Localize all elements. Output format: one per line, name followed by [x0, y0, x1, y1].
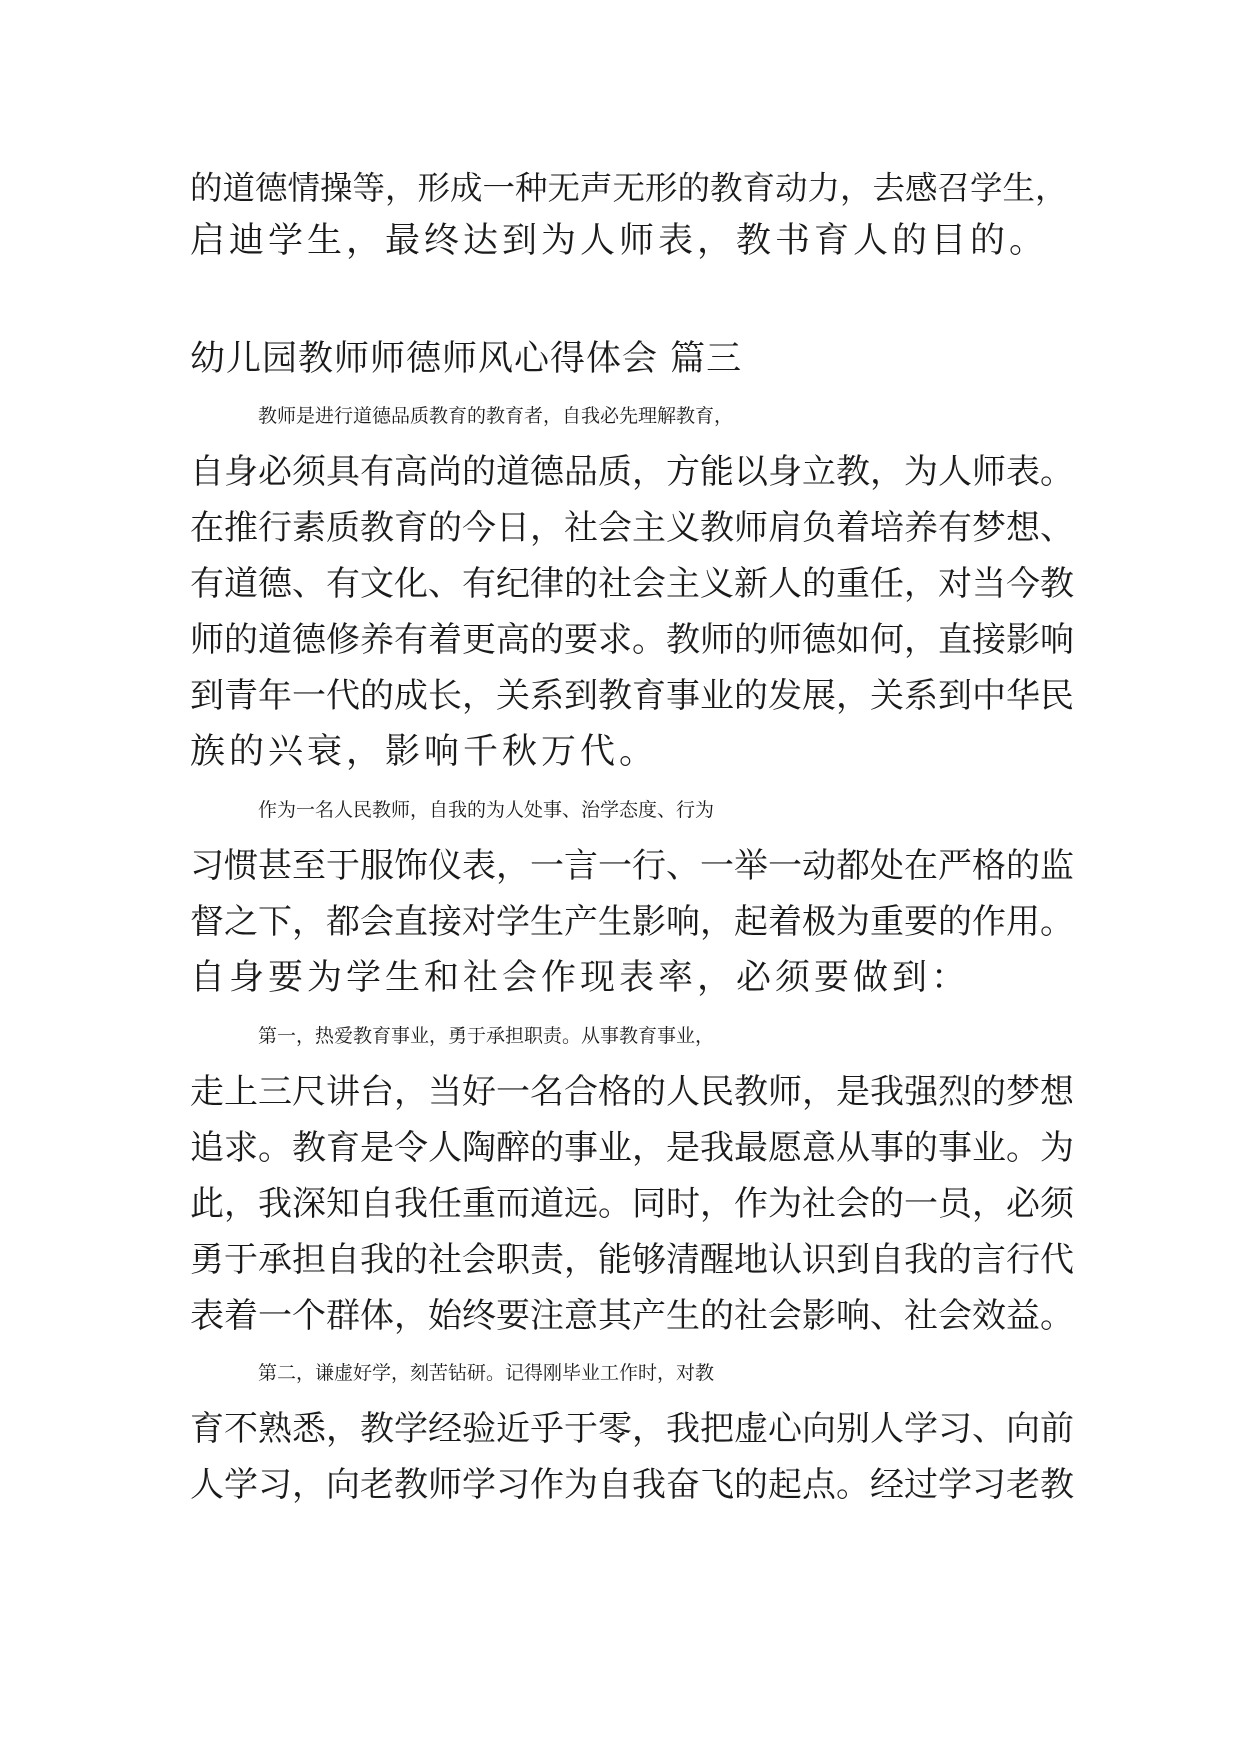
paragraph-line: 第一，热爱教育事业，勇于承担职责。从事教育事业，: [258, 1025, 715, 1047]
paragraph-line: 习惯甚至于服饰仪表，一言一行、一举一动都处在严格的监: [190, 846, 1074, 886]
paragraph-line: 此，我深知自我任重而道远。同时，作为社会的一员，必须: [190, 1184, 1074, 1224]
paragraph-line: 自身要为学生和社会作现表率，必须要做到：: [190, 958, 971, 998]
paragraph-line: 人学习，向老教师学习作为自我奋飞的起点。经过学习老教: [190, 1465, 1074, 1505]
paragraph-line: 到青年一代的成长，关系到教育事业的发展，关系到中华民: [190, 676, 1074, 716]
paragraph-line: 育不熟悉，教学经验近乎于零，我把虚心向别人学习、向前: [190, 1409, 1074, 1449]
paragraph-line: 走上三尺讲台，当好一名合格的人民教师，是我强烈的梦想: [190, 1072, 1074, 1112]
paragraph-line: 族的兴衰，影响千秋万代。: [190, 732, 659, 772]
paragraph-line: 第二，谦虚好学，刻苦钻研。记得刚毕业工作时，对教: [258, 1362, 715, 1384]
paragraph-line: 勇于承担自我的社会职责，能够清醒地认识到自我的言行代: [190, 1240, 1074, 1280]
paragraph-line: 师的道德修养有着更高的要求。教师的师德如何，直接影响: [190, 620, 1074, 660]
section-heading: 幼儿园教师师德师风心得体会 篇三: [190, 339, 743, 379]
paragraph-line: 追求。教育是令人陶醉的事业，是我最愿意从事的事业。为: [190, 1128, 1074, 1168]
intro-line: 启迪学生，最终达到为人师表，教书育人的目的。: [190, 221, 1049, 261]
paragraph-line: 作为一名人民教师，自我的为人处事、治学态度、行为: [258, 799, 715, 821]
paragraph-line: 督之下，都会直接对学生产生影响，起着极为重要的作用。: [190, 902, 1074, 942]
paragraph-line: 在推行素质教育的今日，社会主义教师肩负着培养有梦想、: [190, 508, 1074, 548]
intro-line: 的道德情操等，形成一种无声无形的教育动力，去感召学生，: [190, 169, 1068, 207]
paragraph-line: 有道德、有文化、有纪律的社会主义新人的重任，对当今教: [190, 564, 1074, 604]
paragraph-line: 自身必须具有高尚的道德品质，方能以身立教，为人师表。: [190, 452, 1074, 492]
paragraph-line: 教师是进行道德品质教育的教育者，自我必先理解教育，: [258, 405, 734, 427]
paragraph-line: 表着一个群体，始终要注意其产生的社会影响、社会效益。: [190, 1296, 1074, 1336]
